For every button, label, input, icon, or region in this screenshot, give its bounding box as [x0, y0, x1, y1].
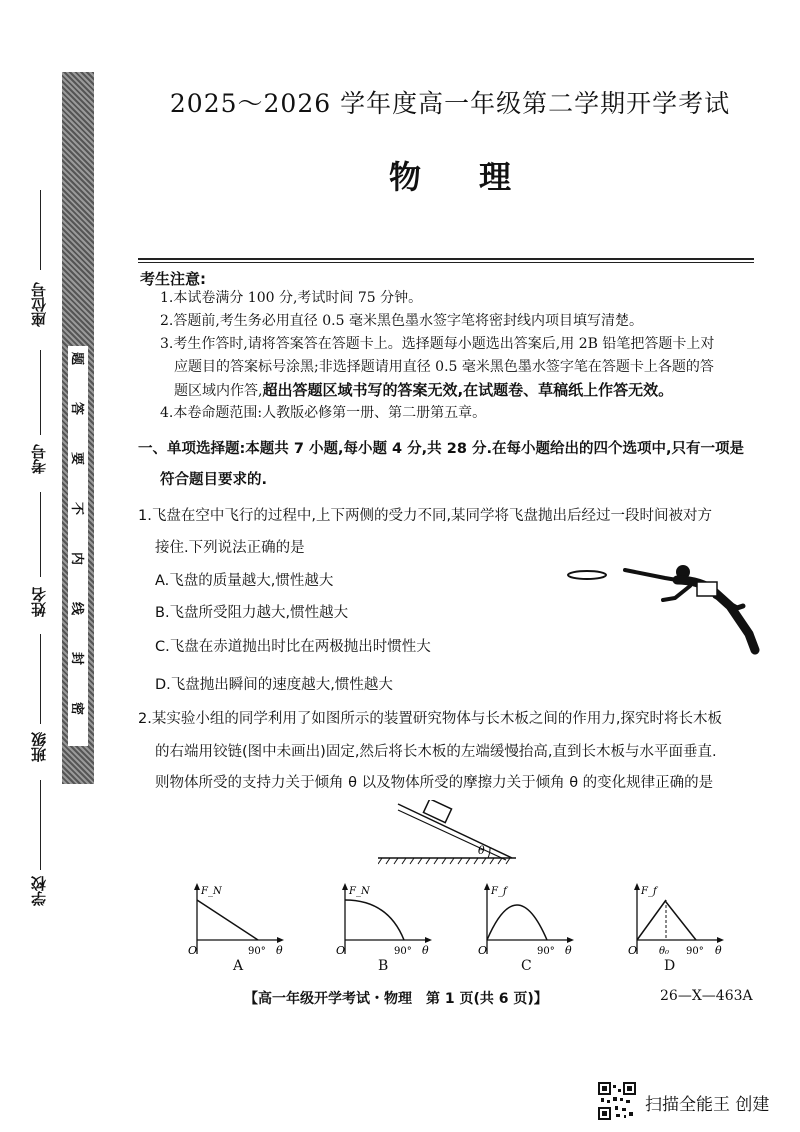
graph-c-ylabel: F_f — [491, 886, 507, 897]
notice-item: 2.答题前,考生务必用直径 0.5 毫米黑色墨水签字笔将密封线内项目填写清楚。 — [160, 313, 643, 329]
seal-char: 封 — [69, 652, 84, 666]
seal-char: 内 — [69, 552, 84, 566]
header-rule — [138, 262, 754, 263]
notice-item: 应题目的答案标号涂黑;非选择题请用直径 0.5 毫米黑色墨水签字笔在答题卡上各题的答 — [174, 359, 714, 375]
fill-line — [40, 780, 41, 870]
seal-char: 答 — [69, 402, 84, 416]
graph-c-xlabel: θ — [565, 944, 572, 957]
exam-title: 2025～2026 学年度高一年级第二学期开学考试 — [169, 89, 731, 118]
graph-d-xtick2: θ₀ — [659, 946, 670, 957]
fill-line — [40, 190, 41, 270]
graph-a-origin: O — [188, 944, 198, 957]
question-1-option-d: D.飞盘抛出瞬间的速度越大,惯性越大 — [155, 677, 393, 693]
graph-c-label: C — [521, 958, 532, 974]
graph-d-origin: O — [628, 944, 638, 957]
notice-heading: 考生注意: — [140, 270, 206, 288]
notice-item-tail-plain: 题区域内作答, — [174, 383, 263, 399]
graph-b-label: B — [378, 958, 389, 974]
question-1-stem: 1.飞盘在空中飞行的过程中,上下两侧的受力不同,某同学将飞盘抛出后经过一段时间被对方 — [138, 508, 713, 524]
graph-a — [180, 880, 290, 960]
graph-c — [470, 880, 580, 960]
notice-item-tail — [174, 379, 764, 403]
school-label: 学校 — [30, 876, 48, 906]
class-label: 班级 — [30, 732, 48, 762]
notice-item-tail-bold: 超出答题区域书写的答案无效,在试题卷、草稿纸上作答无效。 — [262, 381, 674, 399]
seal-char: 线 — [69, 602, 84, 616]
graph-d-xtick: 90° — [686, 946, 704, 957]
question-1-stem: 接住.下列说法正确的是 — [155, 540, 305, 556]
graph-d-label: D — [664, 958, 676, 974]
seal-char: 要 — [69, 452, 84, 466]
graph-d — [620, 880, 730, 960]
notice-item: 3.考生作答时,请将答案答在答题卡上。选择题每小题选出答案后,用 2B 铅笔把答题卡上对 — [160, 336, 715, 352]
seal-char: 密 — [69, 702, 84, 716]
fill-line — [40, 492, 41, 577]
graph-c-origin: O — [478, 944, 488, 957]
page-footer: 【高一年级开学考试・物理 第 1 页(共 6 页)】 — [244, 991, 548, 1007]
graph-a-xlabel: θ — [276, 944, 283, 957]
notice-item: 1.本试卷满分 100 分,考试时间 75 分钟。 — [160, 290, 423, 306]
question-1-option-b: B.飞盘所受阻力越大,惯性越大 — [155, 605, 349, 621]
seat-number-label: 座位号 — [30, 282, 48, 327]
exam-number-label: 考号 — [30, 444, 48, 474]
fill-line — [40, 350, 41, 435]
notice-item: 4.本卷命题范围:人教版必修第一册、第二册第五章。 — [160, 405, 487, 421]
question-2-stem: 则物体所受的支持力关于倾角 θ 以及物体所受的摩擦力关于倾角 θ 的变化规律正确的是 — [155, 775, 714, 791]
graph-b — [328, 880, 438, 960]
graph-a-xtick: 90° — [248, 946, 266, 957]
incline-diagram — [378, 800, 518, 866]
graph-d-xlabel: θ — [715, 944, 722, 957]
graph-b-xlabel: θ — [422, 944, 429, 957]
question-1-option-c: C.飞盘在赤道抛出时比在两极抛出时惯性大 — [155, 639, 431, 655]
name-label: 姓名 — [30, 587, 48, 617]
question-2-stem: 2.某实验小组的同学利用了如图所示的装置研究物体与长木板之间的作用力,探究时将长木板 — [138, 711, 722, 727]
seal-char: 题 — [69, 352, 84, 366]
question-2-stem: 的右端用铰链(图中未画出)固定,然后将长木板的左端缓慢抬高,直到长木板与水平面垂直. — [155, 744, 717, 760]
graph-a-ylabel: F_N — [201, 886, 222, 897]
incline-angle-label: θ — [478, 844, 485, 857]
graph-b-origin: O — [336, 944, 346, 957]
section-heading: 符合题目要求的. — [160, 472, 268, 488]
graph-a-label: A — [233, 958, 244, 974]
scanner-watermark: 扫描全能王 创建 — [645, 1095, 770, 1115]
header-rule — [138, 258, 754, 260]
subject-title: 物理 — [388, 158, 569, 196]
frisbee-player-illustration — [565, 558, 765, 658]
seal-char: 不 — [69, 502, 84, 516]
section-heading: 一、单项选择题:本题共 7 小题,每小题 4 分,共 28 分.在每小题给出的四个选项中,只有一项是 — [138, 441, 744, 457]
graph-c-xtick: 90° — [537, 946, 555, 957]
graph-b-xtick: 90° — [394, 946, 412, 957]
paper-code: 26—X—463A — [660, 988, 753, 1004]
fill-line — [40, 634, 41, 724]
question-1-option-a: A.飞盘的质量越大,惯性越大 — [155, 573, 334, 589]
graph-d-ylabel: F_f — [641, 886, 657, 897]
qr-code-icon — [598, 1082, 636, 1120]
graph-b-ylabel: F_N — [349, 886, 370, 897]
